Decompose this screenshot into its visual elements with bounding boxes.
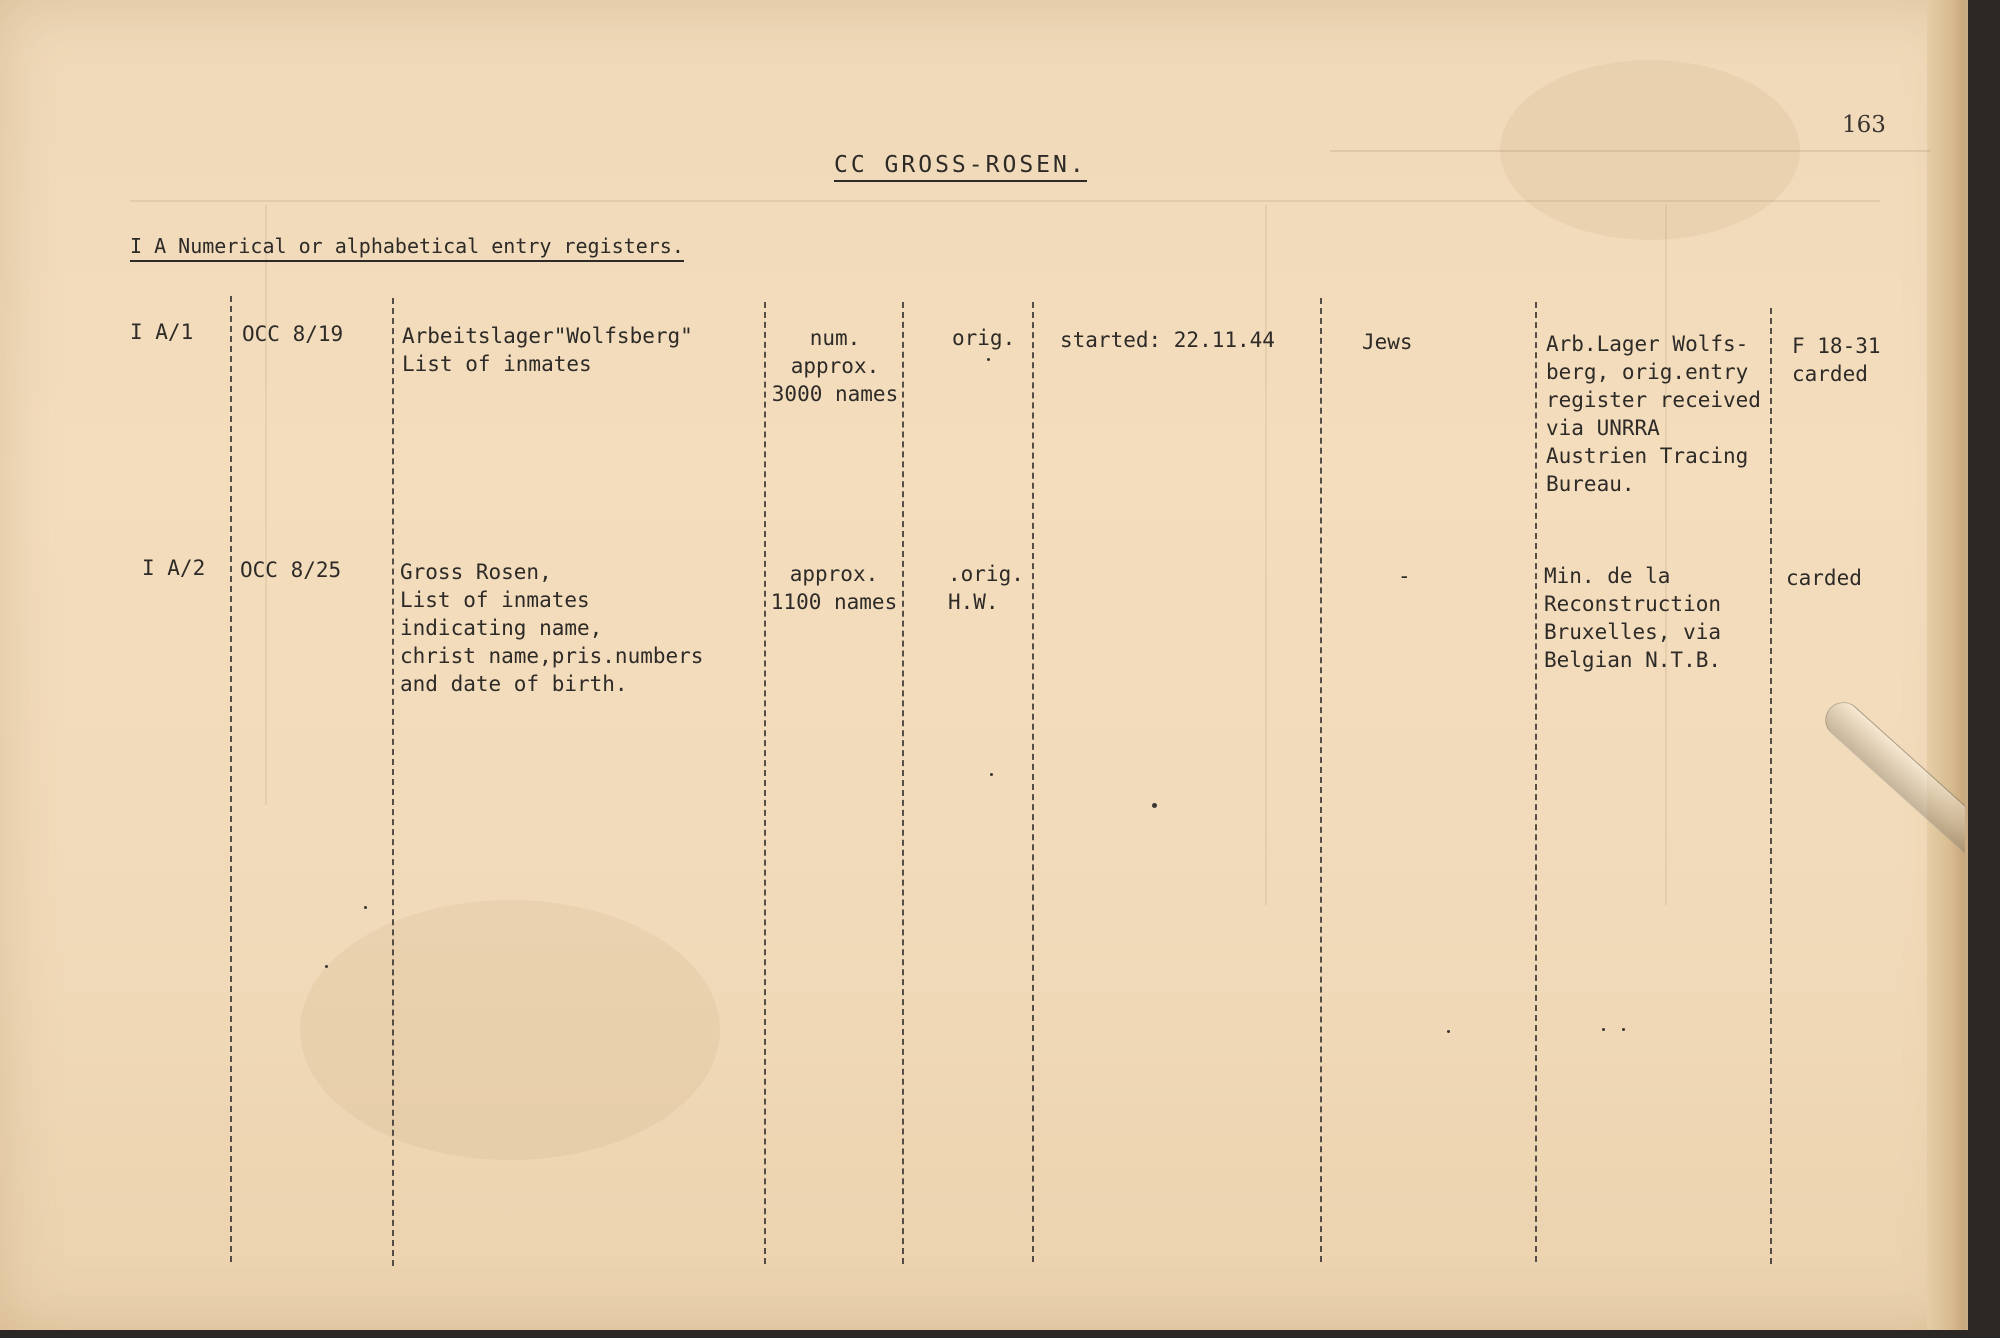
entry-extent: num. approx. 3000 names <box>771 326 899 406</box>
bleed-through <box>1665 205 1667 905</box>
ink-speck <box>1622 1028 1625 1031</box>
entry-file-number: OCC 8/19 <box>242 322 344 346</box>
column-divider <box>902 302 904 1264</box>
entry-extent: approx. 1100 names <box>770 562 898 614</box>
ink-speck <box>1152 803 1157 808</box>
entry-ref: I A/1 <box>130 320 194 344</box>
entry-ref: I A/2 <box>142 556 206 580</box>
entry-description: Arbeitslager"Wolfsberg" List of inmates <box>402 324 693 376</box>
entry-category: - <box>1398 564 1411 588</box>
page-number: 163 <box>1842 112 1886 138</box>
entry-type: .orig. H.W. <box>948 562 1024 614</box>
entry-remarks: carded <box>1786 566 1862 590</box>
bleed-through <box>1265 205 1267 905</box>
page-title: CC GROSS-ROSEN. <box>834 152 1087 182</box>
column-divider <box>1770 308 1772 1264</box>
paper-stain <box>300 900 720 1160</box>
column-divider <box>1320 298 1322 1262</box>
entry-description: Gross Rosen, List of inmates indicating name, christ name,pris.numbers and date of birth. <box>400 560 704 696</box>
entry-category: Jews <box>1362 330 1413 354</box>
paper-stain <box>1500 60 1800 240</box>
entry-origin: Min. de la Reconstruction Bruxelles, via Belgian N.T.B. <box>1544 564 1722 672</box>
entry-origin: Arb.Lager Wolfs- berg, orig.entry register received via UNRRA Austrien Tracing Bureau. <box>1546 332 1761 496</box>
entry-file-number: OCC 8/25 <box>240 558 342 582</box>
ink-speck <box>990 773 993 776</box>
entry-period: started: 22.11.44 <box>1060 328 1275 352</box>
entry-type: orig. <box>952 326 1016 350</box>
section-heading: I A Numerical or alphabetical entry registers. <box>130 234 684 262</box>
ink-speck <box>1602 1028 1605 1031</box>
ink-speck <box>1447 1030 1450 1033</box>
column-divider <box>1032 302 1034 1262</box>
bleed-through <box>265 205 267 805</box>
ink-speck <box>987 358 990 361</box>
column-divider <box>1535 302 1537 1262</box>
column-divider <box>230 296 232 1262</box>
ink-speck <box>364 906 367 909</box>
column-divider <box>392 298 394 1266</box>
entry-remarks: F 18-31 carded <box>1792 334 1881 386</box>
column-divider <box>764 302 766 1264</box>
page-edge <box>1927 0 1965 1330</box>
ink-speck <box>325 965 328 968</box>
